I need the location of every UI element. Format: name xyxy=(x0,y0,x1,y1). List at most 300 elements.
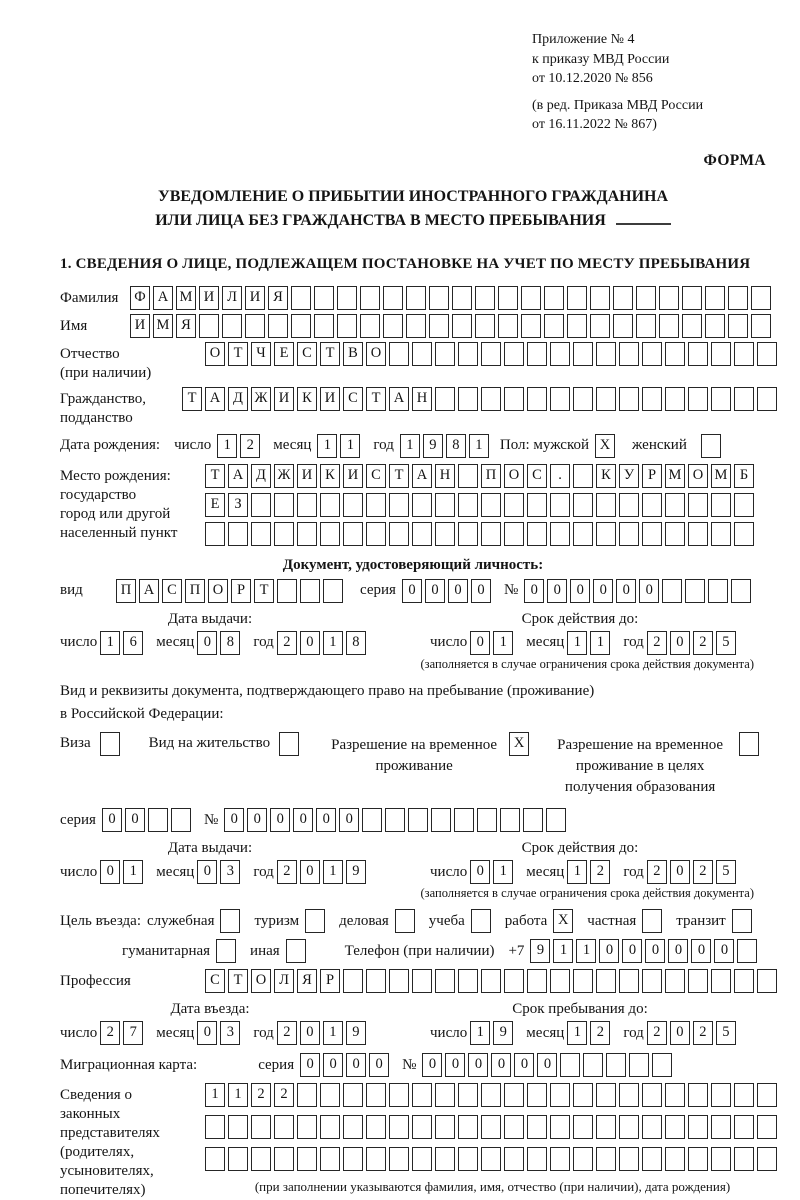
form-cell: 1 xyxy=(567,631,587,655)
transit-checkbox xyxy=(732,909,755,933)
identity-doc-heading: Документ, удостоверяющий личность: xyxy=(282,556,544,573)
series-label: серия xyxy=(258,1056,295,1073)
form-cell: А xyxy=(389,387,409,411)
form-cell: И xyxy=(297,464,317,488)
form-cell xyxy=(452,286,472,310)
purpose-official: служебная xyxy=(147,909,244,933)
form-cell: 2 xyxy=(274,1083,294,1107)
valid-day-cells xyxy=(470,860,516,884)
profession-cells xyxy=(205,969,780,993)
form-cell xyxy=(550,1083,570,1107)
form-cell xyxy=(389,1147,409,1171)
identity-doc-row xyxy=(60,579,766,603)
month-label: месяц xyxy=(526,863,565,880)
identity-validity-note: (заполняется в случае ограничения срока действия документа) xyxy=(420,656,754,671)
form-cell: Р xyxy=(642,464,662,488)
form-cell: 0 xyxy=(197,860,217,884)
form-cell: 3 xyxy=(220,1021,240,1045)
form-cell: А xyxy=(153,286,173,310)
legal-reps-row-1 xyxy=(205,1083,780,1107)
residence-permit-checkbox xyxy=(270,732,302,756)
residence-doc-intro: Вид и реквизиты документа, подтверждающего право на пребывание (проживание) в Российской Федерации: xyxy=(60,682,595,723)
form-cell: 1 xyxy=(567,1021,587,1045)
form-cell: 1 xyxy=(317,434,337,458)
form-cell xyxy=(757,1115,777,1139)
form-cell xyxy=(521,286,541,310)
form-cell xyxy=(274,522,294,546)
valid-month-cells xyxy=(567,860,613,884)
form-cell xyxy=(412,1115,432,1139)
form-cell xyxy=(504,342,524,366)
form-cell: 0 xyxy=(425,579,445,603)
form-cell: 1 xyxy=(469,434,489,458)
official-checkbox xyxy=(220,909,243,933)
form-cell xyxy=(665,522,685,546)
form-cell xyxy=(458,1083,478,1107)
form-cell: 2 xyxy=(100,1021,120,1045)
form-cell: Д xyxy=(228,387,248,411)
form-cell xyxy=(757,969,777,993)
work-checkbox xyxy=(553,909,576,933)
form-cell xyxy=(458,969,478,993)
form-cell: А xyxy=(139,579,159,603)
form-cell xyxy=(481,342,501,366)
title-line-1: УВЕДОМЛЕНИЕ О ПРИБЫТИИ ИНОСТРАННОГО ГРАЖДАНИНА xyxy=(157,187,669,205)
form-cell xyxy=(544,286,564,310)
visa-checkbox xyxy=(91,732,123,756)
form-cell: 6 xyxy=(123,631,143,655)
form-cell: 2 xyxy=(647,631,667,655)
form-cell xyxy=(279,732,299,756)
number-label: № xyxy=(203,811,219,828)
valid-day-cells xyxy=(470,631,516,655)
study-checkbox xyxy=(471,909,494,933)
form-cell xyxy=(521,314,541,338)
residence-valid-date xyxy=(430,840,766,884)
year-label: год xyxy=(253,863,274,880)
form-cell xyxy=(481,969,501,993)
form-cell: 1 xyxy=(323,860,343,884)
form-cell: И xyxy=(343,464,363,488)
patronymic-label: Отчество (при наличии) xyxy=(60,345,152,381)
form-cell: 0 xyxy=(300,1053,320,1077)
form-cell: Т xyxy=(254,579,274,603)
form-cell: С xyxy=(366,464,386,488)
form-cell xyxy=(665,342,685,366)
form-cell xyxy=(320,1115,340,1139)
form-cell xyxy=(343,1147,363,1171)
migration-card-label: Миграционная карта: xyxy=(60,1056,198,1073)
form-cell xyxy=(412,1083,432,1107)
form-cell xyxy=(688,1115,708,1139)
form-cell xyxy=(362,808,382,832)
form-cell xyxy=(297,1115,317,1139)
doc-number-cells xyxy=(524,579,754,603)
issue-month-cells xyxy=(197,860,243,884)
form-cell xyxy=(297,1083,317,1107)
form-cell: М xyxy=(711,464,731,488)
form-cell xyxy=(389,342,409,366)
form-cell: 2 xyxy=(240,434,260,458)
form-cell xyxy=(573,342,593,366)
form-cell xyxy=(389,493,409,517)
form-cell xyxy=(337,286,357,310)
form-cell xyxy=(751,314,771,338)
legal-reps-cells xyxy=(205,1083,780,1195)
form-cell: С xyxy=(527,464,547,488)
form-cell xyxy=(659,314,679,338)
form-cell xyxy=(573,1147,593,1171)
form-cell xyxy=(268,314,288,338)
form-cell xyxy=(458,522,478,546)
form-cell xyxy=(205,1147,225,1171)
form-cell xyxy=(320,1083,340,1107)
form-cell xyxy=(458,1147,478,1171)
valid-year-cells xyxy=(647,860,739,884)
residence-doc-dates xyxy=(60,840,766,884)
form-cell xyxy=(642,1083,662,1107)
field-given-name xyxy=(60,314,766,338)
form-cell xyxy=(458,493,478,517)
form-cell: К xyxy=(320,464,340,488)
birth-place-row-2 xyxy=(205,493,757,517)
form-cell: Н xyxy=(412,387,432,411)
form-cell xyxy=(500,808,520,832)
form-cell: 1 xyxy=(323,631,343,655)
issue-year-cells xyxy=(277,631,369,655)
entry-date xyxy=(60,1001,430,1045)
form-cell xyxy=(732,909,752,933)
form-cell xyxy=(481,1115,501,1139)
year-label: год xyxy=(623,634,644,651)
form-cell xyxy=(527,387,547,411)
form-cell xyxy=(412,969,432,993)
entry-stay-dates xyxy=(60,1001,766,1045)
form-cell xyxy=(504,387,524,411)
form-cell xyxy=(619,387,639,411)
citizenship-label: Гражданство, подданство xyxy=(60,390,147,426)
temp-residence-checkbox xyxy=(500,732,532,756)
form-cell: 0 xyxy=(616,579,636,603)
form-cell xyxy=(711,1083,731,1107)
form-cell xyxy=(291,286,311,310)
option-temp-residence: Разрешение на временное проживание X xyxy=(328,732,532,777)
form-cell: 1 xyxy=(493,860,513,884)
day-label: число xyxy=(60,863,98,880)
form-cell: 0 xyxy=(524,579,544,603)
phone-cells xyxy=(530,939,760,963)
title-line-2: ИЛИ ЛИЦА БЕЗ ГРАЖДАНСТВА В МЕСТО ПРЕБЫВАНИЯ xyxy=(60,209,766,233)
doc-kind-cells xyxy=(116,579,346,603)
field-profession xyxy=(60,969,766,993)
form-cell: 0 xyxy=(670,860,690,884)
form-cell xyxy=(567,286,587,310)
purpose-label: Цель въезда: xyxy=(60,912,141,929)
residence-number-cells xyxy=(224,808,569,832)
form-cell xyxy=(550,522,570,546)
reference-line: от 10.12.2020 № 856 xyxy=(532,71,653,87)
form-cell xyxy=(435,522,455,546)
form-cell xyxy=(629,1053,649,1077)
form-cell xyxy=(383,314,403,338)
entry-day-cells xyxy=(100,1021,146,1045)
tourism-checkbox xyxy=(305,909,328,933)
form-cell: 0 xyxy=(346,1053,366,1077)
form-cell xyxy=(343,522,363,546)
phone-prefix: +7 xyxy=(508,942,525,959)
form-cell xyxy=(389,969,409,993)
form-cell xyxy=(100,732,120,756)
form-cell: Н xyxy=(435,464,455,488)
order-reference xyxy=(532,30,766,135)
form-cell: 8 xyxy=(220,631,240,655)
form-cell: 5 xyxy=(716,631,736,655)
form-cell: Ж xyxy=(274,464,294,488)
form-cell: А xyxy=(412,464,432,488)
form-cell: Я xyxy=(268,286,288,310)
form-cell xyxy=(751,286,771,310)
profession-label: Профессия xyxy=(60,973,131,990)
form-cell: 1 xyxy=(590,631,610,655)
form-cell: 9 xyxy=(530,939,550,963)
form-cell: Т xyxy=(366,387,386,411)
issue-day-cells xyxy=(100,631,146,655)
form-cell: 9 xyxy=(346,1021,366,1045)
stay-until-date xyxy=(430,1001,766,1045)
form-cell xyxy=(274,1147,294,1171)
form-cell: 0 xyxy=(668,939,688,963)
form-cell xyxy=(573,1115,593,1139)
form-cell xyxy=(504,1115,524,1139)
form-cell xyxy=(435,493,455,517)
form-cell xyxy=(731,579,751,603)
form-cell: 0 xyxy=(639,579,659,603)
surname-label: Фамилия xyxy=(60,289,119,306)
issue-year-cells xyxy=(277,860,369,884)
form-cell: К xyxy=(596,464,616,488)
form-cell xyxy=(251,522,271,546)
form-cell: 0 xyxy=(622,939,642,963)
form-cell xyxy=(688,522,708,546)
form-cell xyxy=(596,1083,616,1107)
stay-month-cells xyxy=(567,1021,613,1045)
form-cell: А xyxy=(205,387,225,411)
form-cell: С xyxy=(205,969,225,993)
form-cell: О xyxy=(504,464,524,488)
form-cell xyxy=(431,808,451,832)
form-cell xyxy=(527,969,547,993)
day-label: число xyxy=(430,634,468,651)
form-cell xyxy=(458,1115,478,1139)
stay-year-cells xyxy=(647,1021,739,1045)
form-cell xyxy=(596,1147,616,1171)
form-cell xyxy=(291,314,311,338)
form-cell xyxy=(636,314,656,338)
reference-line: от 16.11.2022 № 867) xyxy=(532,117,657,133)
form-cell: 0 xyxy=(599,939,619,963)
form-cell xyxy=(527,1115,547,1139)
form-cell xyxy=(504,1147,524,1171)
form-cell: Л xyxy=(222,286,242,310)
form-cell xyxy=(665,493,685,517)
surname-cells xyxy=(130,286,774,310)
form-cell: 9 xyxy=(346,860,366,884)
form-cell xyxy=(737,939,757,963)
year-label: год xyxy=(253,634,274,651)
form-cell: М xyxy=(176,286,196,310)
form-cell xyxy=(274,493,294,517)
form-cell xyxy=(343,969,363,993)
form-cell: 0 xyxy=(369,1053,389,1077)
form-cell xyxy=(274,1115,294,1139)
residence-series-cells xyxy=(102,808,194,832)
birth-day-cells xyxy=(217,434,263,458)
form-cell xyxy=(199,314,219,338)
form-cell xyxy=(389,1115,409,1139)
form-cell xyxy=(458,464,478,488)
humanitarian-checkbox xyxy=(216,939,239,963)
form-cell: 2 xyxy=(693,1021,713,1045)
form-cell xyxy=(366,1083,386,1107)
form-cell xyxy=(385,808,405,832)
form-cell xyxy=(546,808,566,832)
form-cell: 0 xyxy=(714,939,734,963)
form-cell: 0 xyxy=(422,1053,442,1077)
form-cell: 7 xyxy=(123,1021,143,1045)
identity-valid-date xyxy=(430,611,766,655)
form-cell xyxy=(573,1083,593,1107)
month-label: месяц xyxy=(273,437,312,454)
form-cell xyxy=(337,314,357,338)
form-cell: С xyxy=(162,579,182,603)
form-cell xyxy=(734,1083,754,1107)
form-cell: В xyxy=(343,342,363,366)
form-cell xyxy=(148,808,168,832)
form-cell xyxy=(665,1083,685,1107)
form-cell xyxy=(222,314,242,338)
form-cell xyxy=(619,342,639,366)
birth-place-row-1 xyxy=(205,464,757,488)
form-cell xyxy=(220,909,240,933)
valid-month-cells xyxy=(567,631,613,655)
form-cell xyxy=(685,579,705,603)
form-cell: К xyxy=(297,387,317,411)
form-cell: А xyxy=(228,464,248,488)
form-cell: М xyxy=(153,314,173,338)
form-cell xyxy=(320,493,340,517)
birth-place-cells xyxy=(205,464,757,551)
purpose-row-1 xyxy=(60,909,766,933)
form-cell xyxy=(171,808,191,832)
form-cell xyxy=(366,493,386,517)
form-cell xyxy=(711,969,731,993)
form-cell: 0 xyxy=(547,579,567,603)
form-cell xyxy=(323,579,343,603)
issue-date-heading: Дата выдачи: xyxy=(167,840,253,857)
birth-year-cells xyxy=(400,434,492,458)
form-cell xyxy=(228,522,248,546)
purpose-transit: транзит xyxy=(676,909,754,933)
form-cell xyxy=(251,1115,271,1139)
month-label: месяц xyxy=(156,634,195,651)
form-cell: 1 xyxy=(228,1083,248,1107)
form-cell xyxy=(573,493,593,517)
form-cell xyxy=(477,808,497,832)
form-cell: Я xyxy=(176,314,196,338)
form-cell: Я xyxy=(297,969,317,993)
form-cell: Л xyxy=(274,969,294,993)
form-cell xyxy=(429,314,449,338)
form-cell xyxy=(642,1147,662,1171)
form-cell: О xyxy=(688,464,708,488)
birth-place-row-3 xyxy=(205,522,757,546)
form-cell xyxy=(550,1115,570,1139)
form-cell: 1 xyxy=(100,631,120,655)
legal-reps-caption: (при заполнении указываются фамилия, имя, отчество (при наличии), дата рождения) xyxy=(254,1179,731,1195)
form-cell xyxy=(527,493,547,517)
form-cell xyxy=(711,493,731,517)
form-cell xyxy=(590,286,610,310)
form-cell xyxy=(665,969,685,993)
form-cell xyxy=(619,1083,639,1107)
form-cell: 0 xyxy=(468,1053,488,1077)
doc-kind-label: вид xyxy=(60,582,83,599)
form-cell xyxy=(297,1147,317,1171)
form-cell xyxy=(498,314,518,338)
form-cell xyxy=(688,493,708,517)
purpose-row-2 xyxy=(60,939,766,963)
form-cell: Т xyxy=(205,464,225,488)
residence-issue-date xyxy=(60,840,430,884)
doc-series-label: серия xyxy=(360,582,396,599)
form-cell xyxy=(688,1083,708,1107)
form-cell xyxy=(642,493,662,517)
month-label: месяц xyxy=(156,1024,195,1041)
form-cell: 1 xyxy=(470,1021,490,1045)
form-cell: П xyxy=(481,464,501,488)
form-cell xyxy=(435,387,455,411)
form-cell xyxy=(734,387,754,411)
form-cell xyxy=(682,286,702,310)
form-cell: 5 xyxy=(716,1021,736,1045)
form-cell xyxy=(251,493,271,517)
form-cell xyxy=(662,579,682,603)
form-cell xyxy=(412,522,432,546)
form-cell xyxy=(642,909,662,933)
form-cell xyxy=(734,522,754,546)
form-cell: И xyxy=(130,314,150,338)
doc-series-cells xyxy=(402,579,494,603)
form-cell xyxy=(412,493,432,517)
form-cell: 0 xyxy=(197,1021,217,1045)
form-cell: 0 xyxy=(445,1053,465,1077)
form-cell: 0 xyxy=(339,808,359,832)
form-cell xyxy=(458,387,478,411)
form-cell: 3 xyxy=(220,860,240,884)
form-cell xyxy=(314,286,334,310)
form-cell xyxy=(366,1115,386,1139)
purpose-business: деловая xyxy=(339,909,418,933)
form-cell: 1 xyxy=(493,631,513,655)
form-cell xyxy=(652,1053,672,1077)
form-cell xyxy=(205,1115,225,1139)
form-cell xyxy=(320,1147,340,1171)
form-cell: 0 xyxy=(593,579,613,603)
day-label: число xyxy=(430,863,468,880)
form-cell: 1 xyxy=(567,860,587,884)
form-cell xyxy=(596,522,616,546)
form-cell xyxy=(728,286,748,310)
